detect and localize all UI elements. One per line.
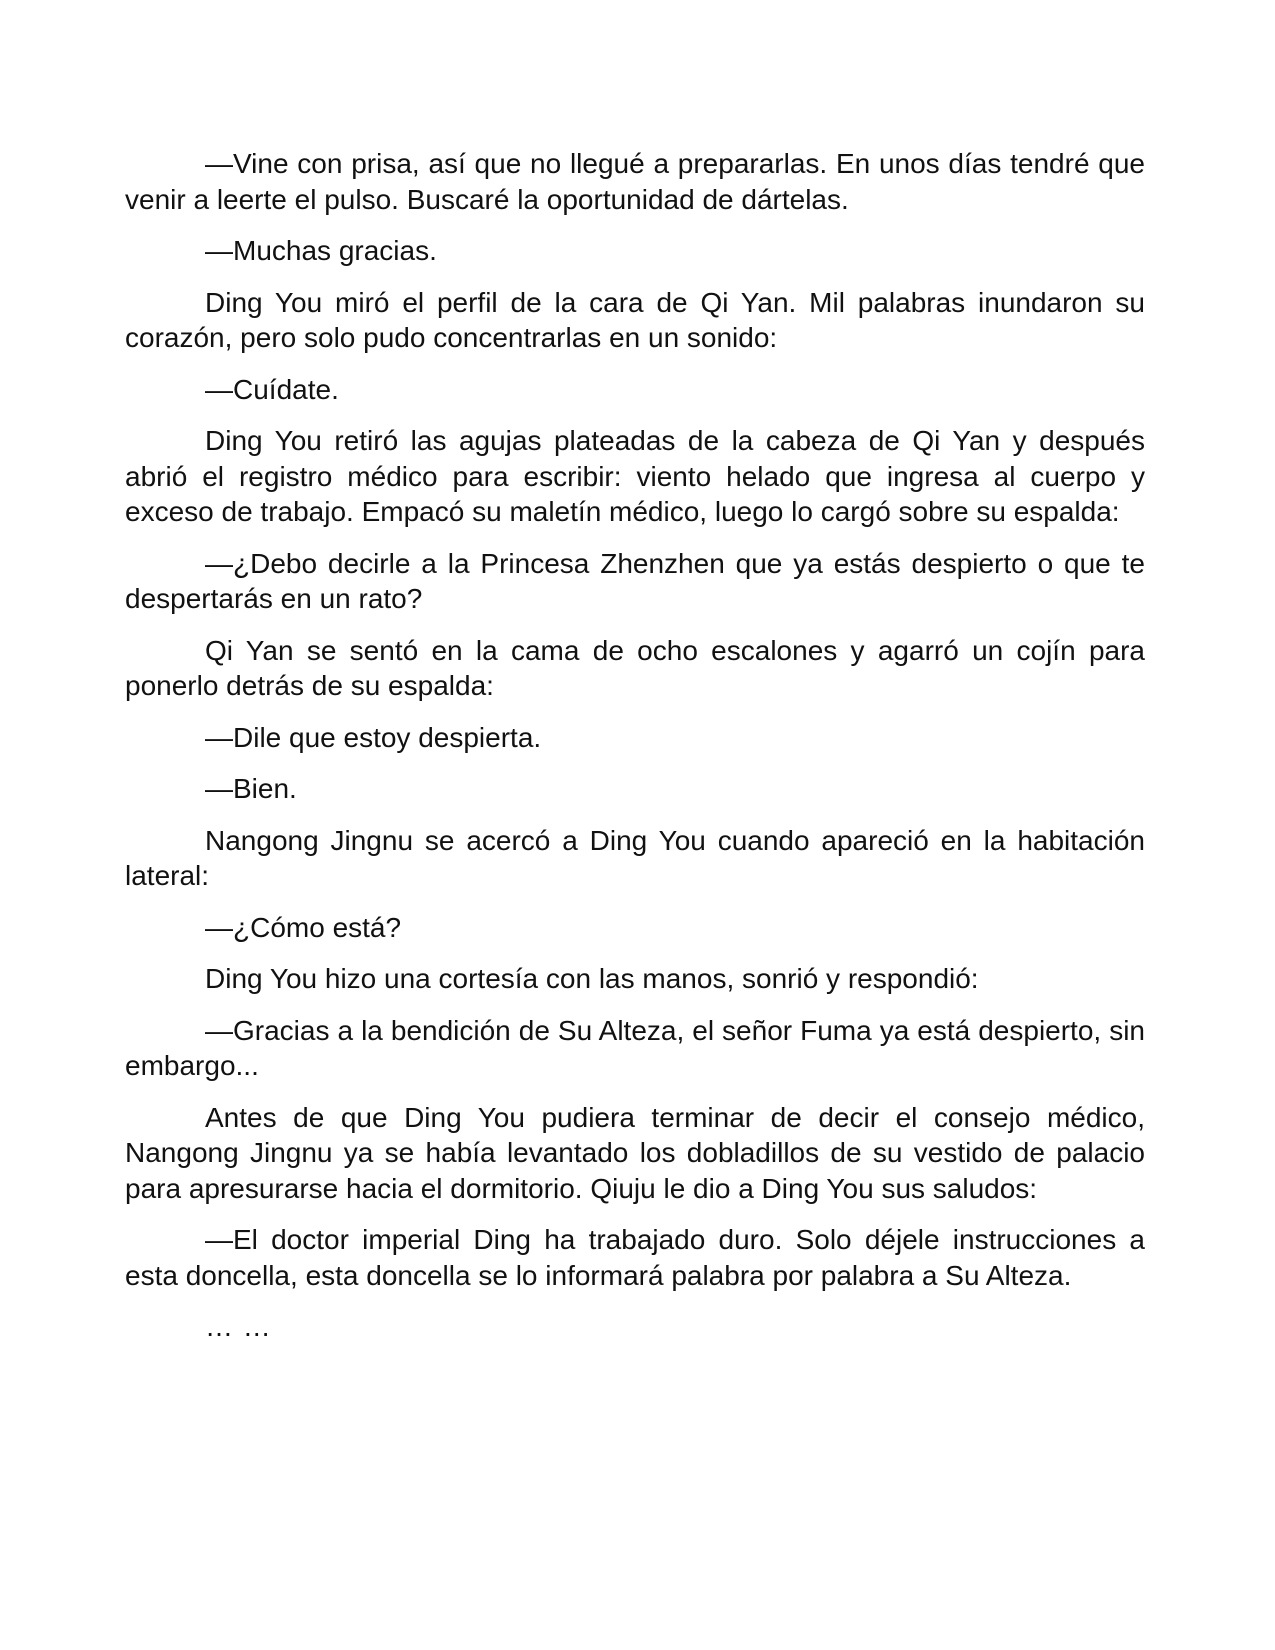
paragraph: Ding You miró el perfil de la cara de Qi Yan. Mil palabras inundaron su corazón, pero solo pudo concentrarlas en un sonido: [125, 286, 1145, 353]
paragraph: Ding You hizo una cortesía con las manos, sonrió y respondió: [205, 963, 979, 994]
paragraph: —Dile que estoy despierta. [205, 721, 542, 753]
paragraph: —¿Cómo está? [205, 911, 402, 943]
document-page [125, 146, 1145, 1361]
paragraph: —Vine con prisa, así que no llegué a prepararlas. En unos días tendré que venir a leerte el pulso. Buscaré la oportunidad de dártelas. [125, 148, 1145, 215]
paragraph: —Muchas gracias. [205, 235, 437, 266]
paragraph: —El doctor imperial Ding ha trabajado duro. Solo déjele instrucciones a esta doncella, esta doncella se lo informará palabra por palabra a Su Alteza. [125, 1224, 1145, 1291]
paragraph: —Cuídate. [205, 373, 339, 405]
paragraph: —¿Debo decirle a la Princesa Zhenzhen que ya estás despierto o que te despertarás en un rato? [125, 547, 1145, 614]
paragraph: —Gracias a la bendición de Su Alteza, el señor Fuma ya está despierto, sin embargo... [125, 1014, 1145, 1081]
section-break-ellipsis: … … [205, 1311, 272, 1342]
paragraph: Ding You retiró las agujas plateadas de la cabeza de Qi Yan y después abrió el registro médico para escribir: viento helado que ingresa al cuerpo y exceso de trabajo. Empacó su maletín médico, luego lo cargó sobre su espalda: [125, 425, 1145, 527]
paragraph: Qi Yan se sentó en la cama de ocho escalones y agarró un cojín para ponerlo detrás de su espalda: [125, 634, 1145, 701]
paragraph: Nangong Jingnu se acercó a Ding You cuando apareció en la habitación lateral: [125, 824, 1145, 891]
paragraph: Antes de que Ding You pudiera terminar de decir el consejo médico, Nangong Jingnu ya se había levantado los dobladillos de su vestido de palacio para apresurarse hacia el dormitorio. Qiuju le dio a Ding You sus saludos: [125, 1101, 1145, 1204]
paragraph: —Bien. [205, 773, 297, 804]
